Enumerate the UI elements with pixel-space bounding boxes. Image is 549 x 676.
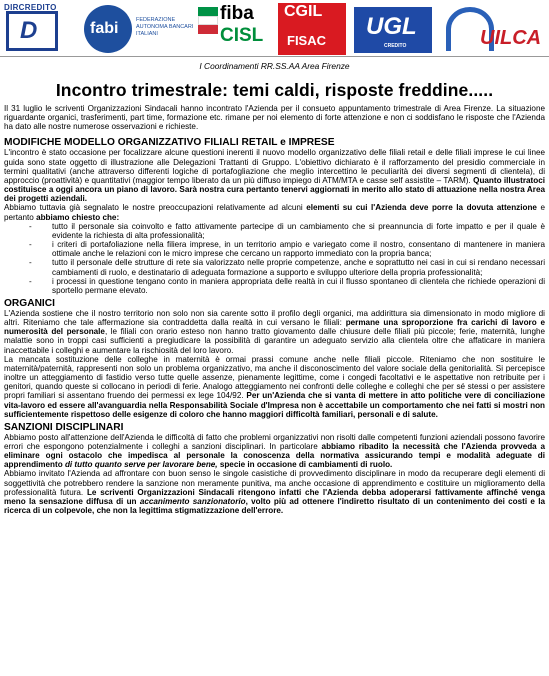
section-heading-modifiche: MODIFICHE MODELLO ORGANIZZATIVO FILIALI RETAIL e IMPRESE — [4, 137, 335, 149]
sanzioni-paragraph-1 — [4, 433, 545, 470]
coordination-subheader: I Coordinamenti RR.SS.AA Area Firenze — [199, 61, 350, 71]
organici-p2-a: La mancata sostituzione delle colleghe in maternità è ormai prassi comune anche nelle filiali piccole. Riteniamo che non sostituire le maternità/paternità, rappresenti non solo un problema organizzativo, ma anche il disconoscimento del valore sociale della genitorialità. Si percepisce inoltre un atteggiamento di fastidio verso tutte quelle assenze, pienamente legittime, come i congedi facoltativi e le aspettative non retribuite per i genitori, quando queste si collocano in periodi di ferie. Analogo atteggiamento nei confronti delle colleghe e colleghi che per sé stessi o per assistere propri familiari si assentano fruendo dei permessi ex lege 104/92. — [4, 354, 545, 401]
organici-p1-b: permane una sproporzione fra carichi di lavoro e numerosità del personale — [4, 318, 546, 337]
sanzioni-p2-c: accanimento sanzionatorio — [139, 496, 246, 506]
section-heading-organici: ORGANICI — [4, 297, 55, 309]
modifiche-p2-c: e pertanto — [4, 203, 545, 222]
modifiche-p2-a: Abbiamo tuttavia già segnalato le nostre preoccupazioni relativamente ad alcuni — [4, 203, 307, 213]
sanzioni-p2-b: Le scriventi Organizzazioni Sindacali ritengono infatti che l'Azienda debba adoperarsi fattivamente affinché venga meno la sensazione diffusa di un — [4, 487, 545, 506]
fabi-logo-circle — [84, 5, 132, 53]
union-logos-bar — [0, 0, 549, 62]
sanzioni-p1-a: Abbiamo posto all'attenzione dell'Azienda le difficoltà di fatto che problemi organizzativi non risolti dalle competenti funzioni aziendali possono favorire errori che espongono potenzialmente i colleghi a sanzioni disciplinari. In particolare — [4, 432, 545, 451]
requests-list — [29, 222, 545, 295]
dircredito-logo — [4, 3, 66, 55]
section-heading-sanzioni: SANZIONI DISCIPLINARI — [4, 421, 124, 433]
uilca-logo-text: UILCA — [480, 27, 542, 49]
organici-p2-b: Per un'Azienda che si vanta di mettere in atto politiche vere di conciliazione vita-lavoro ed essere all'avanguardia nella Responsabilità Sociale d'Impresa non è accettabile un comportamento che nei fatti si mostri non sufficientemente rispettoso delle esigenze di coloro che hanno maggiori difficoltà familiari, personali e di salute. — [4, 391, 545, 419]
sanzioni-p1-d: specie in occasione di cambiamenti di ruolo. — [217, 460, 393, 470]
fabi-logo-subtitle: FEDERAZIONE AUTONOMA BANCARI ITALIANI — [136, 17, 194, 37]
fisac-cgil-logo — [278, 3, 346, 55]
fiba-logo-line2: CISL — [220, 25, 264, 46]
list-item: - i criteri di portafoliazione nella filiera imprese, in un territorio ampio e variegato come il nostro, consentano di mantenere in maniera ottimale anche le relazioni con le micro imprese che cercano un rapporto immediato con la propria banca; — [29, 240, 545, 258]
dircredito-logo-mark: D — [20, 17, 38, 44]
header-divider — [0, 56, 549, 57]
uilca-logo — [442, 3, 544, 55]
fiba-cisl-logo — [198, 3, 264, 55]
modifiche-p2-d: abbiamo chiesto che: — [36, 212, 120, 222]
list-item: - i processi in questione tengano conto in maniera appropriata delle realtà in cui il flusso spontaneo di clientela che richiede operazioni di sportello permane elevato. — [29, 277, 545, 295]
dircredito-logo-text: DIRCREDITO — [4, 3, 57, 12]
sanzioni-p1-b: abbiamo ribadito la necessità che l'Azienda provveda a eliminare ogni ostacolo che impedisca al personale la conoscenza della normativa assicurando tempi e modalità adeguate di apprendimento — [4, 442, 546, 470]
sanzioni-paragraph-2 — [4, 469, 545, 515]
modifiche-p2-b: elementi su cui l'Azienda deve porre la dovuta attenzione — [306, 203, 537, 213]
intro-paragraph: Il 31 luglio le scriventi Organizzazioni Sindacali hanno incontrato l'Azienda per il consueto appuntamento trimestrale di Area Firenze. La situazione riguardante organici, trasferimenti, part time, formazione etc. rimane per noi elemento di forte attenzione e non ci soddisfano le risposte che l'Azienda ha dato alle nostre numerose osservazioni e richieste. — [4, 104, 545, 132]
italian-flag-icon — [198, 7, 218, 35]
sanzioni-p2-a: Abbiamo invitato l'Azienda ad affrontare con buon senso le singole casistiche di provvedimento disciplinare in modo da recuperare degli elementi di soggettività che potrebbero rendere la sanzione non meramente punitiva, ma anche occasione di apprendimento e costituire un miglioramento della professionalità futura. — [4, 469, 545, 497]
list-item: - tutto il personale delle strutture di rete sia valorizzato nelle proprie competenze, anche e soprattutto nei casi in cui si rendano necessari cambiamenti di ruolo, e destinatario di adeguata formazione a supporto e sviluppo ulteriore della propria professionalità; — [29, 258, 545, 276]
modifiche-paragraph-2 — [4, 203, 545, 221]
ugl-logo-line2: CREDITO — [384, 43, 407, 49]
document-body — [4, 104, 545, 515]
fisac-logo-line2: FISAC — [287, 33, 326, 48]
ugl-logo-line1: UGL — [366, 13, 417, 40]
fiba-logo-line1: fiba — [220, 3, 254, 24]
sanzioni-p2-d: , volto più ad ottenere l'indiretto risultato di un contenimento dei costi e la ricerca di un colpevole, che non la legittima stigmatizzazione dell'errore. — [4, 496, 545, 516]
modifiche-paragraph-1 — [4, 148, 545, 203]
document-title: Incontro trimestrale: temi caldi, risposte freddine..... — [55, 80, 494, 100]
list-item: - tutto il personale sia coinvolto e fatto attivamente partecipe di un cambiamento che si preannuncia di forte impatto e per il quale è evidente la richiesta di alta professionalità; — [29, 222, 545, 240]
organici-p1-c: , le filiali con orario esteso non hanno tratto giovamento dalle chiusure delle filiali più piccole; ferie, maternità, lunghe malattie sono in troppi casi sufficienti a pregiudicare la possibilità di garantire un adeguato servizio alla clientela oltre che affaticare in maniera inaccettabile i colleghi e aumentare la rischiosità del loro lavoro. — [4, 327, 546, 355]
sanzioni-p1-c: di tutto quanto serve per lavorare bene, — [64, 460, 218, 470]
modifiche-p1-bold: Quanto illustratoci costituisce a oggi ancora un piano di lavoro. Sarà nostra cura pertanto tenervi aggiornati in merito allo stato di attuazione nella nostra Area dei progetti aziendali. — [4, 175, 546, 204]
fabi-logo-mark: fabi — [90, 20, 119, 37]
organici-paragraph-2 — [4, 355, 545, 419]
fisac-logo-line1: CGIL — [284, 3, 323, 20]
ugl-credito-logo — [354, 3, 432, 55]
organici-p1-a: L'Azienda sostiene che il nostro territorio non solo non sia carente sotto il profilo degli organici, ma addirittura sia dimensionato in modo migliore di altri. Riteniamo che tale affermazione sia contraddetta dalla realtà in cui versano le filiali: — [4, 308, 545, 328]
modifiche-p1-text: L'incontro è stato occasione per focalizzare alcune questioni inerenti il nuovo modello organizzativo delle filiali retail e delle filiali imprese le cui linee guida sono state oggetto di illustrazione alle Delegazioni Trattanti di Gruppo. L'obiettivo dichiarato è il rafforzamento del presidio commerciale in termini qualitativi (anche attraverso differenti logiche di portafogliazione che meglio intercettino le peculiarità dei diversi segmenti di clientela), di approccio (proattività) e quantitativi (maggior tempo liberato da un più diffuso impiego di ATM/MTA e casse self assistite – TARM). — [4, 148, 545, 185]
organici-paragraph-1 — [4, 309, 545, 355]
fabi-logo — [82, 3, 192, 55]
